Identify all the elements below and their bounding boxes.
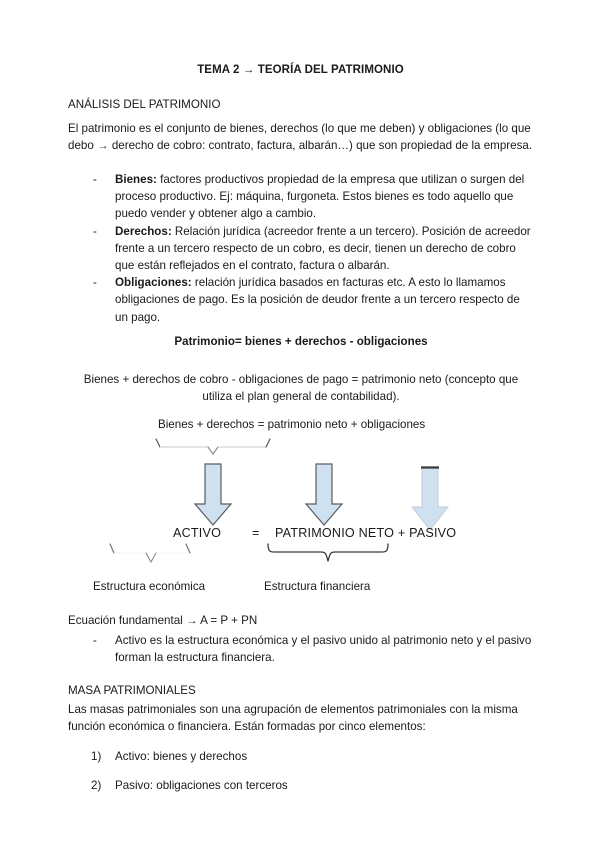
brace-bienes-derechos: [156, 439, 270, 454]
patrimonio-diagram: [68, 418, 534, 623]
masa-numbered-list: [68, 736, 534, 806]
diagram-top-equation: Bienes + derechos = patrimonio neto + obligaciones: [158, 418, 426, 431]
list-item: [68, 171, 534, 223]
brace-estructura-financiera: [268, 544, 388, 561]
paragraph-formula-explain: Bienes + derechos de cobro - obligaciones de pago = patrimonio neto (concepto que utiliza el plan general de contabilidad).: [83, 373, 519, 404]
paragraph-masa-intro: Las masas patrimoniales son una agrupación de elementos patrimoniales con la misma función económica o financiera. Están formadas por cinco elementos:: [68, 703, 518, 734]
section-heading-analisis: ANÁLISIS DEL PATRIMONIO: [68, 98, 221, 111]
diagram-equals-sign: =: [252, 526, 260, 540]
diagram-label-activo: ACTIVO: [173, 526, 222, 540]
brace-estructura-economica: [110, 544, 190, 562]
list-item-term: Obligaciones:: [115, 276, 192, 290]
section-heading-masa: MASA PATRIMONIALES: [68, 684, 196, 697]
definition-list: [68, 171, 534, 326]
ecuacion-fundamental-line: Ecuación fundamental → A = P + PN: [68, 614, 258, 627]
list-item-text: Relación jurídica (acreedor frente a un tercero). Posición de acreedor frente a un tercero respecto de un cobro, es decir, tienen un derecho de cobro que están reflejados en el contrato, factura o albarán.: [115, 224, 531, 273]
list-marker: -: [93, 634, 97, 647]
diagram-label-estructura-economica: Estructura económica: [93, 580, 206, 593]
list-item-term: Bienes:: [115, 173, 157, 186]
list-item-text: relación jurídica basados en facturas etc. A esto lo llamamos obligaciones de pago. Es la posición de deudor frente a un tercero respecto de un pago.: [115, 276, 520, 324]
list-item: [68, 274, 534, 326]
list-marker: -: [93, 224, 97, 238]
list-marker: -: [93, 276, 97, 290]
list-item: [68, 632, 534, 666]
list-item-text: Activo: bienes y derechos: [115, 749, 248, 763]
list-marker: 1): [91, 749, 102, 763]
down-arrow-pasivo: [412, 467, 448, 530]
list-marker: 2): [91, 778, 102, 792]
page-title: TEMA 2 → TEORÍA DEL PATRIMONIO: [197, 64, 404, 76]
formula-patrimonio: Patrimonio= bienes + derechos - obligaciones: [174, 335, 428, 348]
list-item: [68, 223, 534, 275]
ecuacion-bullet-list: [68, 632, 534, 666]
diagram-label-estructura-financiera: Estructura financiera: [264, 580, 371, 593]
list-marker: -: [93, 173, 97, 186]
list-item-text: factores productivos propiedad de la empresa que utilizan o surgen del proceso productivo. Ej: máquina, furgoneta. Estos bienes es todo aquello que puedo vender y obtener algo a cambio.: [115, 173, 525, 221]
list-item: [68, 748, 534, 766]
list-item-text: Activo es la estructura económica y el pasivo unido al patrimonio neto y el pasivo forman la estructura financiera.: [115, 634, 532, 665]
down-arrow-activo: [195, 464, 231, 525]
down-arrow-patrimonio-neto: [306, 464, 342, 525]
list-item: [68, 777, 534, 795]
list-item-term: Derechos:: [115, 224, 172, 238]
list-item-text: Pasivo: obligaciones con terceros: [115, 778, 288, 792]
diagram-label-patrimonio-neto-pasivo: PATRIMONIO NETO + PASIVO: [275, 526, 457, 540]
paragraph-analisis-intro: El patrimonio es el conjunto de bienes, derechos (lo que me deben) y obligaciones (lo que debo → derecho de cobro: contrato, factura, albarán…) que son propiedad de la empresa.: [68, 122, 533, 153]
